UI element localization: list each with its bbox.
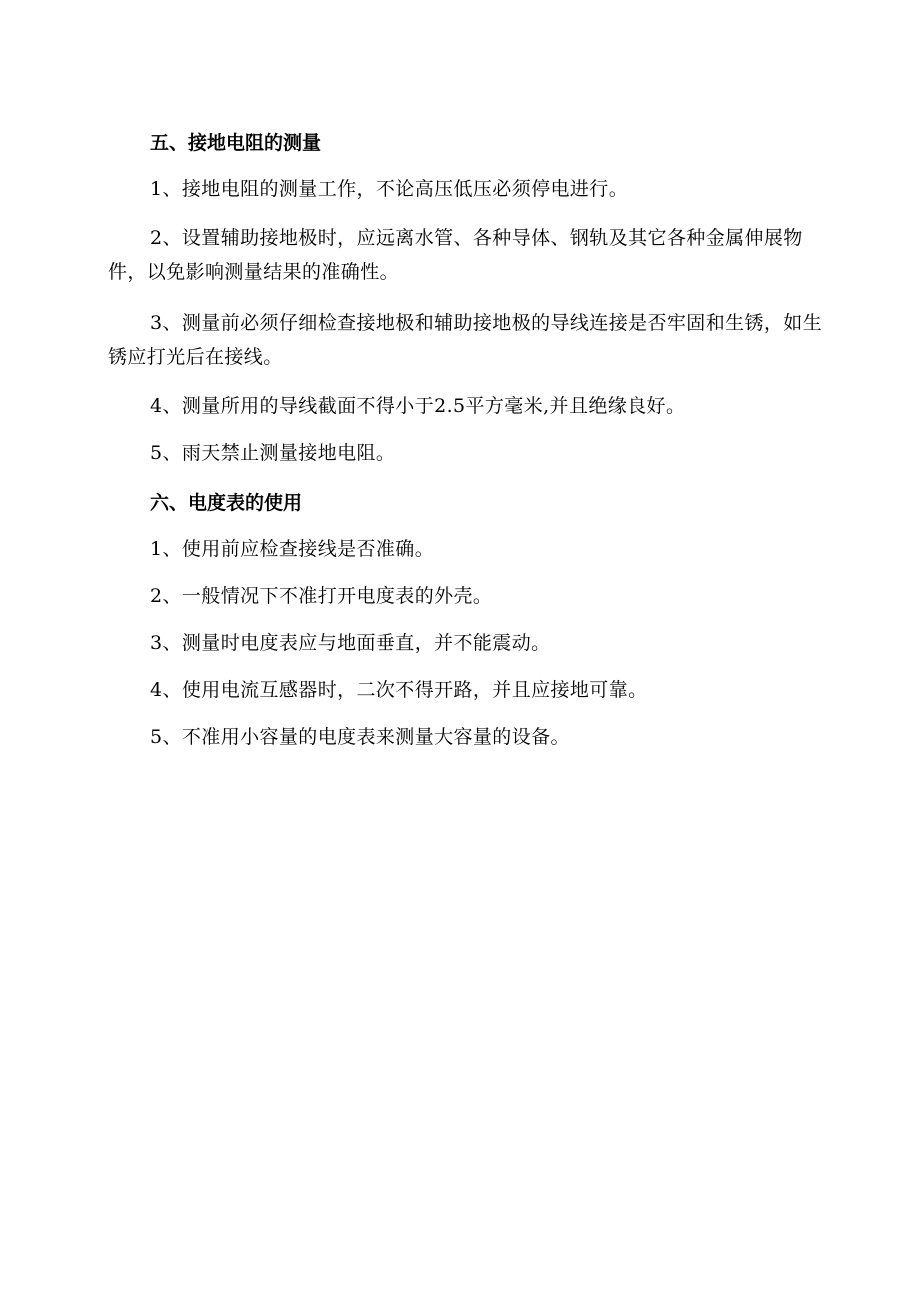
paragraph: 1、使用前应检查接线是否准确。 xyxy=(150,538,435,560)
paragraph: 4、使用电流互感器时，二次不得开路，并且应接地可靠。 xyxy=(150,679,648,701)
paragraph: 2、一般情况下不准打开电度表的外壳。 xyxy=(150,585,493,607)
paragraph: 3、测量前必须仔细检查接地极和辅助接地极的导线连接是否牢固和生锈，如生锈应打光后在接线。 xyxy=(108,312,823,368)
paragraph: 5、雨天禁止测量接地电阻。 xyxy=(150,442,396,464)
paragraph: 4、测量所用的导线截面不得小于2.5平方毫米,并且绝缘良好。 xyxy=(150,395,686,417)
paragraph: 5、不准用小容量的电度表来测量大容量的设备。 xyxy=(150,726,570,748)
section-heading-electricity-meter: 六、电度表的使用 xyxy=(150,492,303,514)
document-body xyxy=(108,128,823,769)
paragraph: 1、接地电阻的测量工作，不论高压低压必须停电进行。 xyxy=(150,178,629,200)
paragraph: 3、测量时电度表应与地面垂直，并不能震动。 xyxy=(150,632,551,654)
paragraph: 2、设置辅助接地极时，应远离水管、各种导体、钢轨及其它各种金属伸展物件，以免影响测量结果的准确性。 xyxy=(108,227,803,283)
section-heading-grounding-resistance: 五、接地电阻的测量 xyxy=(150,132,322,154)
